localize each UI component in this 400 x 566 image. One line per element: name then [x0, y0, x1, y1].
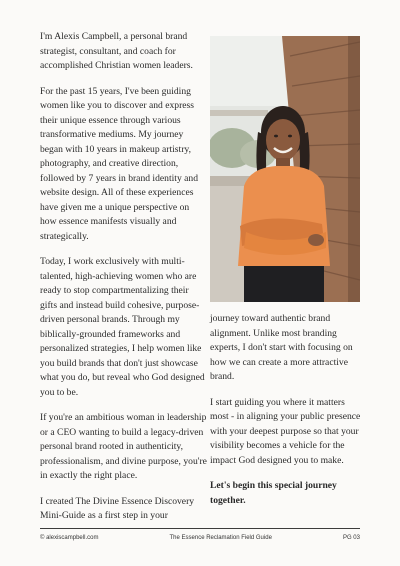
clients-paragraph: Today, I work exclusively with multi-talented, high-achieving women who are ready to stop compartmentalizing their gifts and instead build cohesive, purpose-driven personal brands. Through my biblically-grounded frameworks and personalized strategies, I help women like you build brands that don't just showcase what you do, but reveal who God designed you to be.: [40, 256, 205, 398]
portrait-illustration: [210, 36, 360, 302]
intro-paragraph: I'm Alexis Campbell, a personal brand strategist, consultant, and coach for accomplished Christian women leaders.: [40, 31, 193, 71]
portrait-photo: [210, 36, 360, 302]
right-text-column: [210, 312, 362, 519]
footer-page-number: PG 03: [342, 535, 360, 541]
left-text-column: [40, 30, 208, 535]
experience-paragraph: For the past 15 years, I've been guiding women like you to discover and express their unique essence through various transformative mediums. My journey began with 10 years in makeup artistry, photography, and creative direction, followed by 7 years in brand identity and website design. All of these experiences have given me a unique perspective on how essence manifests visually and strategically.: [40, 85, 198, 242]
approach-paragraph: I start guiding you where it matters most - in aligning your public presence with your deepest purpose so that your visibility becomes a vehicle for the impact God designed you to make.: [210, 396, 361, 466]
call-to-action: Let's begin this special journey together.: [210, 480, 337, 506]
journey-paragraph: journey toward authentic brand alignment. Unlike most branding experts, I don't start with focusing on how we can create a more attractive brand.: [210, 313, 353, 382]
audience-paragraph: If you're an ambitious woman in leadership or a CEO wanting to build a legacy-driven personal brand rooted in authenticity, professionalism, and divine purpose, you're in exactly the right place.: [40, 412, 207, 481]
page-footer: [40, 535, 360, 541]
footer-divider: [40, 528, 360, 529]
guide-intro-paragraph: I created The Divine Essence Discovery Mini-Guide as a first step in your: [40, 495, 195, 521]
footer-guide-title: The Essence Reclamation Field Guide: [169, 535, 272, 541]
footer-copyright[interactable]: © alexiscampbell.com: [40, 535, 99, 541]
